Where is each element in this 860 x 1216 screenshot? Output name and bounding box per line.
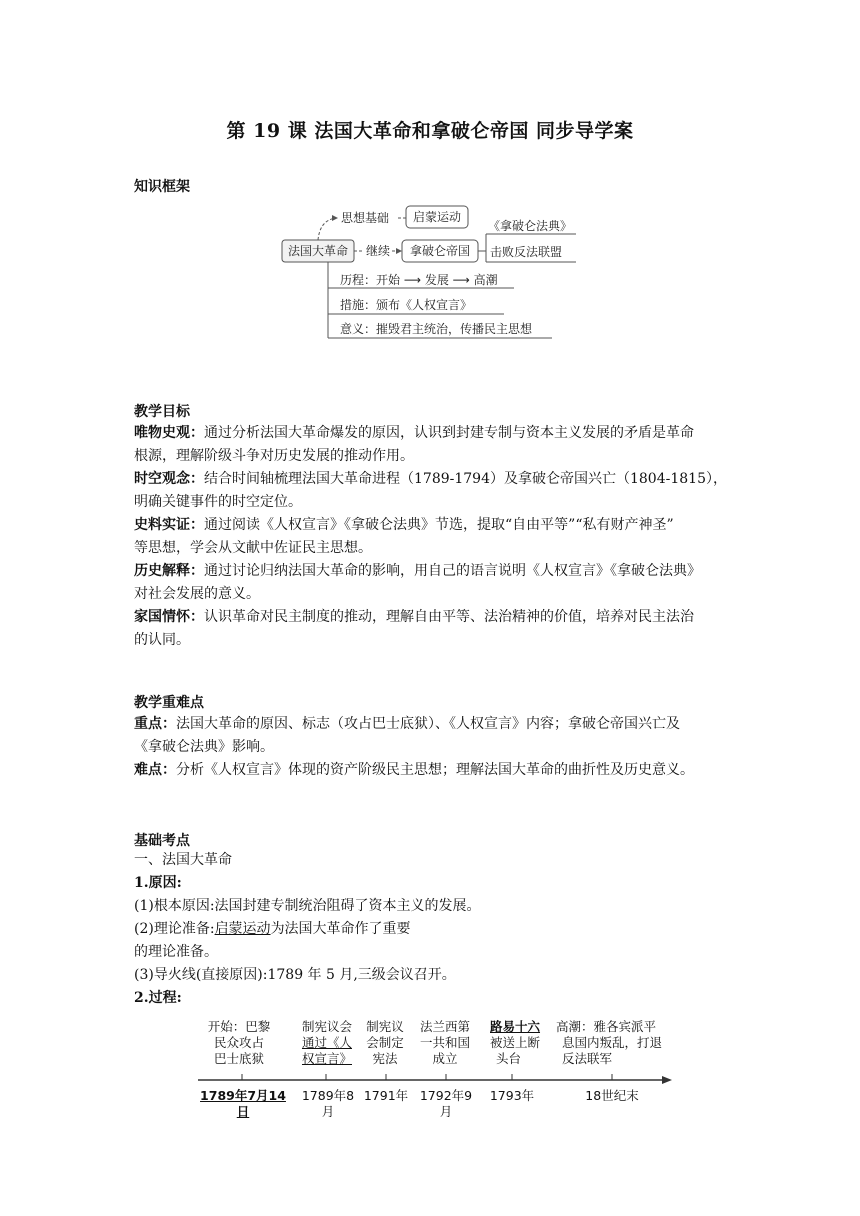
hard-text: 分析《人权宣言》体现的资产阶级民主思想；理解法国大革命的曲折性及历史意义。 <box>176 762 694 778</box>
timeline-event: 路易十六 被送上断 头台 <box>490 1019 541 1066</box>
timeline-event: 制宪议会 通过《人 权宣言》 <box>301 1019 352 1066</box>
timeline-arrow-icon <box>662 1076 672 1084</box>
meaning-label: 意义：摧毁君主统治，传播民主思想 <box>340 322 533 336</box>
process-heading: 2.过程: <box>134 990 182 1006</box>
page-title: 第 19 课 法国大革命和拿破仑帝国 同步导学案 <box>226 120 634 142</box>
timeline-axis <box>196 1072 676 1088</box>
thought-arrow <box>332 215 338 221</box>
goal-item-cont: 根源，理解阶级斗争对历史发展的推动作用。 <box>134 448 414 464</box>
center-label: 法国大革命 <box>287 244 349 258</box>
timeline-event: 开始：巴黎 民众攻占 巴士底狱 <box>207 1019 271 1066</box>
goal-item-cont: 对社会发展的意义。 <box>134 586 260 602</box>
key-text-cont: 《拿破仑法典》影响。 <box>134 739 274 755</box>
goal-item <box>134 606 754 629</box>
cause-1: (1)根本原因:法国封建专制统治阻碍了资本主义的发展。 <box>134 898 481 914</box>
goal-item-cont: 等思想，学会从文献中佐证民主思想。 <box>134 540 372 556</box>
goal-item-cont: 明确关键事件的时空定位。 <box>134 494 302 510</box>
inherit-arrow <box>396 248 402 254</box>
goal-item <box>134 468 754 491</box>
keypoints-block <box>134 713 774 782</box>
process-label: 历程：开始 ⟶ 发展 ⟶ 高潮 <box>340 273 498 287</box>
goal-label: 史料实证： <box>134 517 204 533</box>
goal-label: 时空观念： <box>134 471 204 487</box>
timeline-date: 1793年 <box>489 1088 535 1103</box>
timeline-date: 18世纪末 <box>585 1088 639 1103</box>
napoleon-label: 拿破仑帝国 <box>409 244 471 258</box>
timeline-event: 法兰西第 一共和国 成立 <box>419 1019 470 1066</box>
code-label: 《拿破仑法典》 <box>488 219 573 233</box>
goal-text: 认识革命对民主制度的推动，理解自由平等、法治精神的价值，培养对民主法治 <box>204 609 694 625</box>
enlightenment-underline: 启蒙运动 <box>214 921 271 937</box>
goal-item-cont: 的认同。 <box>134 632 190 648</box>
goal-label: 家国情怀： <box>134 609 204 625</box>
goal-item <box>134 422 754 445</box>
enlightenment-label: 启蒙运动 <box>412 210 462 224</box>
goal-text: 结合时间轴梳理法国大革命进程（1789-1794）及拿破仑帝国兴亡（1804-1815）， <box>204 471 727 487</box>
branch-inherit-label: 继续 <box>366 244 391 258</box>
goal-item <box>134 560 754 583</box>
cause-3: (3)导火线(直接原因):1789 年 5 月,三级会议召开。 <box>134 967 456 983</box>
revolution-timeline <box>196 1016 676 1119</box>
goals-list <box>134 422 754 652</box>
defeat-label: 击败反法联盟 <box>490 245 563 259</box>
timeline-event: 制宪议 会制定 宪法 <box>366 1019 404 1066</box>
timeline-date: 1789年8月 <box>301 1088 355 1119</box>
goal-label: 唯物史观： <box>134 425 204 441</box>
goal-item <box>134 514 754 537</box>
cause-2: (2)理论准备:启蒙运动为法国大革命作了重要 <box>134 921 411 937</box>
timeline-event: 高潮：雅各宾派平 息国内叛乱，打退 反法联军 <box>556 1019 663 1066</box>
section-title: 一、法国大革命 <box>134 852 232 868</box>
keypoints-heading: 教学重难点 <box>134 695 204 711</box>
goals-heading: 教学目标 <box>134 404 190 420</box>
timeline-date: 1791年 <box>363 1088 409 1103</box>
goal-label: 历史解释： <box>134 563 204 579</box>
goal-text: 通过讨论归纳法国大革命的影响，用自己的语言说明《人权宣言》《拿破仑法典》 <box>204 563 701 579</box>
cause-2-cont: 的理论准备。 <box>134 944 218 960</box>
timeline-date: 1792年9月 <box>419 1088 473 1119</box>
goal-text: 通过分析法国大革命爆发的原因，认识到封建专制与资本主义发展的矛盾是革命 <box>204 425 694 441</box>
key-label: 重点： <box>134 716 176 732</box>
timeline-date: 1789年7月14日 <box>200 1088 286 1119</box>
goal-text: 通过阅读《人权宣言》《拿破仑法典》节选，提取“自由平等”“私有财产神圣” <box>204 517 674 533</box>
cause-heading: 1.原因: <box>134 875 182 891</box>
measure-label: 措施：颁布《人权宣言》 <box>340 298 473 312</box>
hard-label: 难点： <box>134 762 176 778</box>
knowledge-framework-diagram <box>270 198 590 348</box>
basics-heading: 基础考点 <box>134 833 190 849</box>
basics-block <box>134 849 754 1010</box>
framework-heading: 知识框架 <box>134 179 190 195</box>
thought-connector <box>318 218 336 240</box>
branch-thought-label: 思想基础 <box>341 211 390 225</box>
key-text: 法国大革命的原因、标志（攻占巴士底狱）、《人权宣言》内容；拿破仑帝国兴亡及 <box>176 716 680 732</box>
